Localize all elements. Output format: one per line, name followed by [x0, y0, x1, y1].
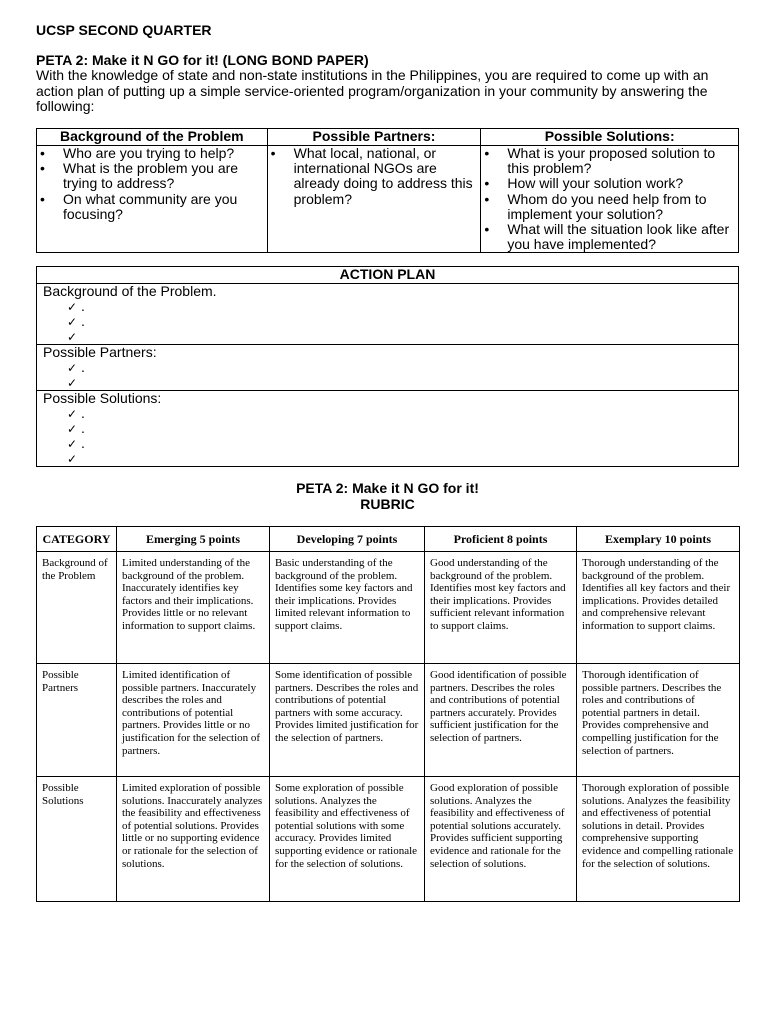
check-icon: ✓ — [67, 452, 78, 466]
action-plan-title: ACTION PLAN — [37, 267, 739, 284]
rubric-cell: Good exploration of possible solutions. Analyzes the feasibility and effectiveness of potential solutions accurately. Provides sufficient supporting evidence and rationale for the selection of solutions. — [425, 777, 577, 902]
rubric-cell: Limited understanding of the background of the problem. Inaccurately identifies key factors and their implications. Provides little or no relevant information to support claims. — [117, 552, 270, 664]
rubric-cell: Limited exploration of possible solutions. Inaccurately analyzes the feasibility and effectiveness of potential solutions. Provides little or no supporting evidence or rationale for the selection of solutions. — [117, 777, 270, 902]
rubric-title-line1: PETA 2: Make it N GO for it! — [296, 480, 479, 496]
check-icon: ✓ — [67, 376, 78, 390]
rubric-title — [36, 480, 739, 512]
rubric-cell: Thorough understanding of the background of the problem. Identifies all key factors and their implications. Provides detailed and comprehensive relevant information to support claims. — [577, 552, 740, 664]
action-plan-section-label: Background of the Problem. — [43, 283, 217, 299]
checklist-item: ✓ . — [67, 359, 85, 375]
checklist-item: ✓ . — [67, 435, 85, 451]
action-plan-section-partners — [37, 345, 739, 391]
check-icon: ✓ — [67, 437, 78, 451]
checklist-item: ✓ . — [67, 298, 85, 314]
guide-bullet: • Who are you trying to help? — [63, 146, 267, 161]
document-title: UCSP SECOND QUARTER — [36, 22, 212, 38]
checklist-item: ✓ . — [67, 405, 85, 421]
check-icon: ✓ — [67, 361, 78, 375]
rubric-cell: Basic understanding of the background of the problem. Identifies some key factors and their implications. Provides limited relevant information to support claims. — [270, 552, 425, 664]
action-plan-table — [36, 266, 739, 467]
guide-bullet: • How will your solution work? — [507, 176, 738, 191]
rubric-cell: Some identification of possible partners. Describes the roles and contributions of potential partners with some accuracy. Provides limited justification for the selection of partners. — [270, 664, 425, 777]
rubric-cell: Good understanding of the background of the problem. Identifies most key factors and their implications. Provides sufficient relevant information to support claims. — [425, 552, 577, 664]
action-plan-section-label: Possible Solutions: — [43, 390, 162, 406]
rubric-header-developing: Developing 7 points — [270, 527, 425, 552]
rubric-cell: Limited identification of possible partners. Inaccurately describes the roles and contributions of potential partners. Provides little or no justification for the selection of partners. — [117, 664, 270, 777]
rubric-category: Background of the Problem — [37, 552, 117, 664]
guide-heading-solutions: Possible Solutions: — [481, 129, 739, 146]
rubric-table — [36, 526, 740, 902]
rubric-title-line2: RUBRIC — [360, 496, 415, 512]
check-icon: ✓ — [67, 330, 78, 344]
rubric-cell: Some exploration of possible solutions. Analyzes the feasibility and effectiveness of potential solutions with some accuracy. Provides limited supporting evidence or rationale for the selection of solutions. — [270, 777, 425, 902]
rubric-row — [37, 552, 740, 664]
check-icon: ✓ — [67, 407, 78, 421]
check-icon: ✓ — [67, 300, 78, 314]
checklist-item: ✓ . — [67, 420, 85, 436]
guide-cell-partners — [267, 146, 481, 253]
rubric-header-proficient: Proficient 8 points — [425, 527, 577, 552]
rubric-row — [37, 664, 740, 777]
guide-table — [36, 128, 739, 253]
check-icon: ✓ — [67, 422, 78, 436]
guide-heading-partners: Possible Partners: — [267, 129, 481, 146]
guide-bullet: • What local, national, or international NGOs are already doing to address this problem? — [294, 146, 481, 207]
guide-cell-solutions — [481, 146, 739, 253]
rubric-row — [37, 777, 740, 902]
guide-bullet: • What is your proposed solution to this problem? — [507, 146, 738, 176]
rubric-cell: Thorough exploration of possible solutions. Analyzes the feasibility and effectiveness of potential solutions in detail. Provides comprehensive supporting evidence and compelling rationale for the selection of solutions. — [577, 777, 740, 902]
checklist-item — [43, 451, 738, 466]
rubric-header-category: CATEGORY — [37, 527, 117, 552]
action-plan-section-label: Possible Partners: — [43, 344, 157, 360]
guide-bullet: • What is the problem you are trying to address? — [63, 161, 267, 191]
guide-bullet: • Whom do you need help from to implement your solution? — [507, 192, 738, 222]
rubric-header-exemplary: Exemplary 10 points — [577, 527, 740, 552]
intro-paragraph: With the knowledge of state and non-state institutions in the Philippines, you are required to come up with an action plan of putting up a simple service-oriented program/organization in your community by answering the following: — [36, 67, 709, 114]
rubric-header-emerging: Emerging 5 points — [117, 527, 270, 552]
guide-bullet: • On what community are you focusing? — [63, 192, 267, 222]
rubric-cell: Thorough identification of possible partners. Describes the roles and contributions of potential partners in detail. Provides comprehensive and compelling justification for the selection of partners. — [577, 664, 740, 777]
peta-title: PETA 2: Make it N GO for it! (LONG BOND PAPER) — [36, 52, 369, 68]
guide-bullet: • What will the situation look like after you have implemented? — [507, 222, 738, 252]
guide-heading-background: Background of the Problem — [37, 129, 268, 146]
rubric-cell: Good identification of possible partners. Describes the roles and contributions of potential partners accurately. Provides sufficient justification for the selection of partners. — [425, 664, 577, 777]
rubric-category: Possible Partners — [37, 664, 117, 777]
action-plan-section-solutions — [37, 391, 739, 467]
action-plan-section-background — [37, 284, 739, 345]
checklist-item: ✓ . — [67, 313, 85, 329]
checklist-item — [43, 329, 738, 344]
check-icon: ✓ — [67, 315, 78, 329]
checklist-item — [43, 375, 738, 390]
rubric-category: Possible Solutions — [37, 777, 117, 902]
guide-cell-background — [37, 146, 268, 253]
